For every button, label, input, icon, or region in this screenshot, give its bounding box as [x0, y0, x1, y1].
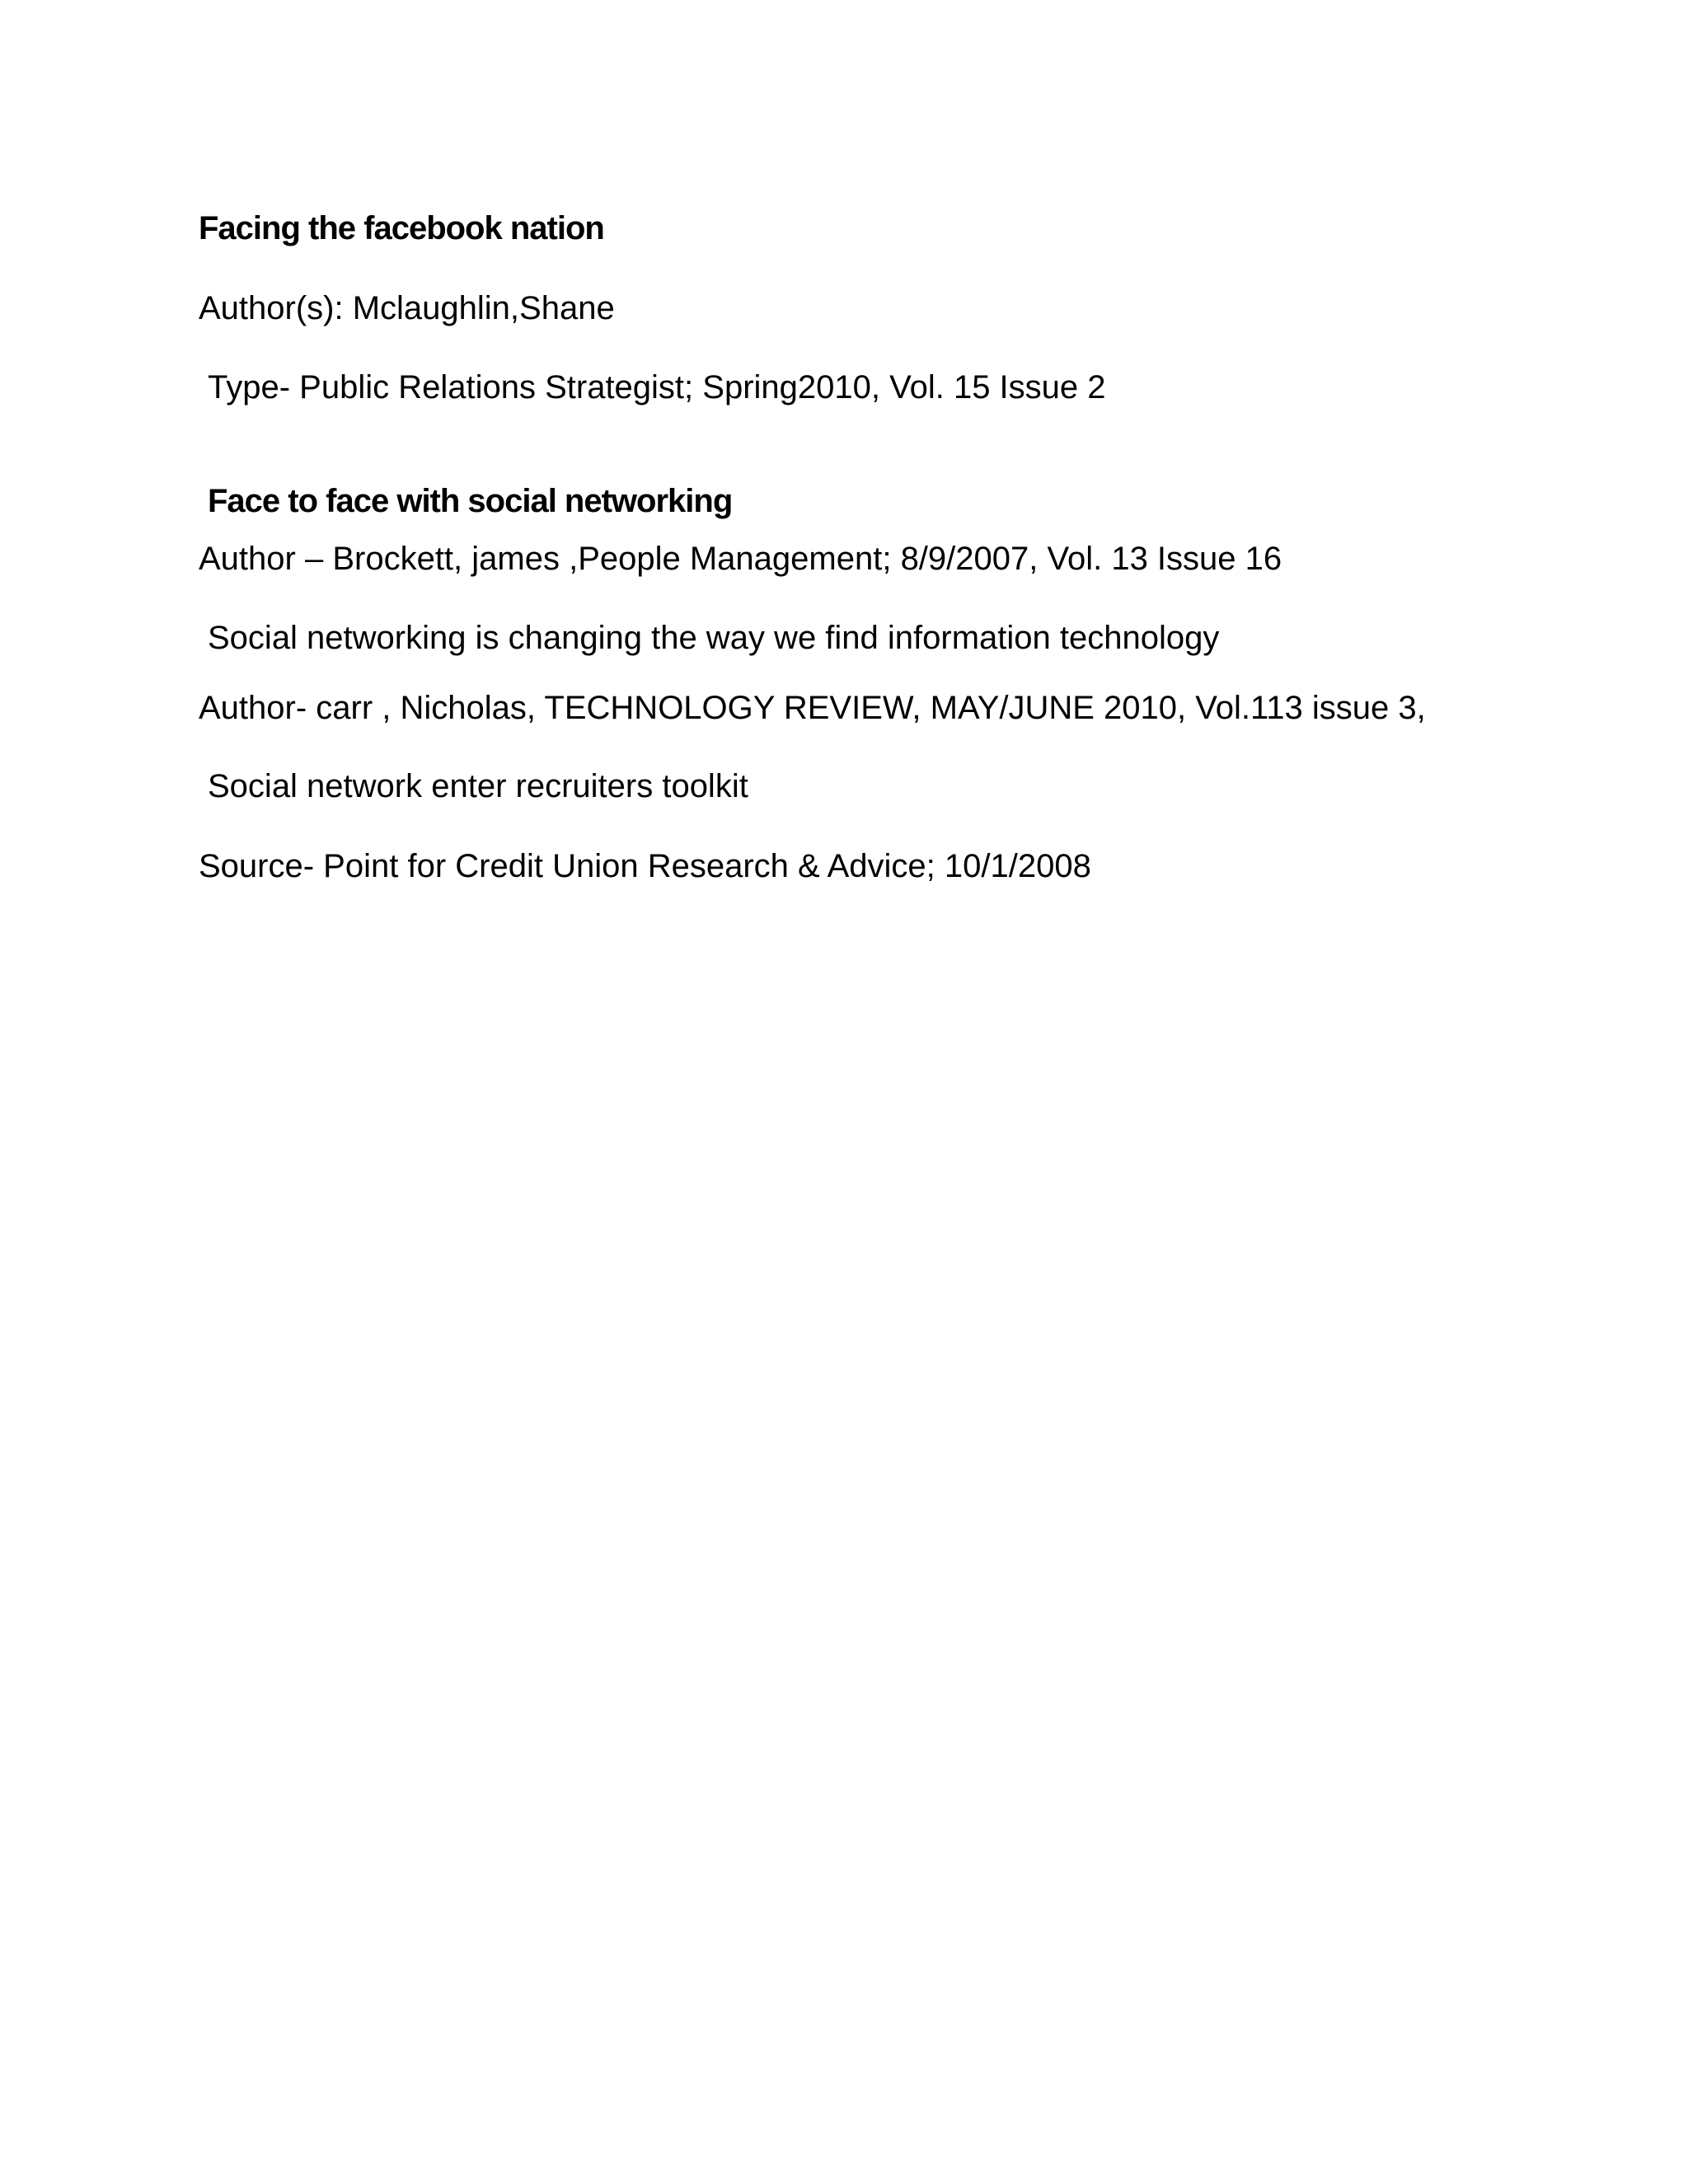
- entry-3-author: Author- carr , Nicholas, TECHNOLOGY REVIEW, MAY/JUNE 2010, Vol.113 issue 3,: [199, 690, 1426, 726]
- entry-2-title: Face to face with social networking: [208, 483, 733, 519]
- entry-4-source: Source- Point for Credit Union Research & Advice; 10/1/2008: [199, 848, 1091, 884]
- entry-1-author: Author(s): Mclaughlin,Shane: [199, 290, 615, 326]
- entry-1-type: Type- Public Relations Strategist; Spring2010, Vol. 15 Issue 2: [208, 369, 1106, 405]
- entry-2-author: Author – Brockett, james ,People Management; 8/9/2007, Vol. 13 Issue 16: [199, 541, 1282, 577]
- entry-1-title: Facing the facebook nation: [199, 210, 604, 246]
- entry-4-title: Social network enter recruiters toolkit: [208, 768, 748, 804]
- entry-3-title: Social networking is changing the way we find information technology: [208, 620, 1220, 656]
